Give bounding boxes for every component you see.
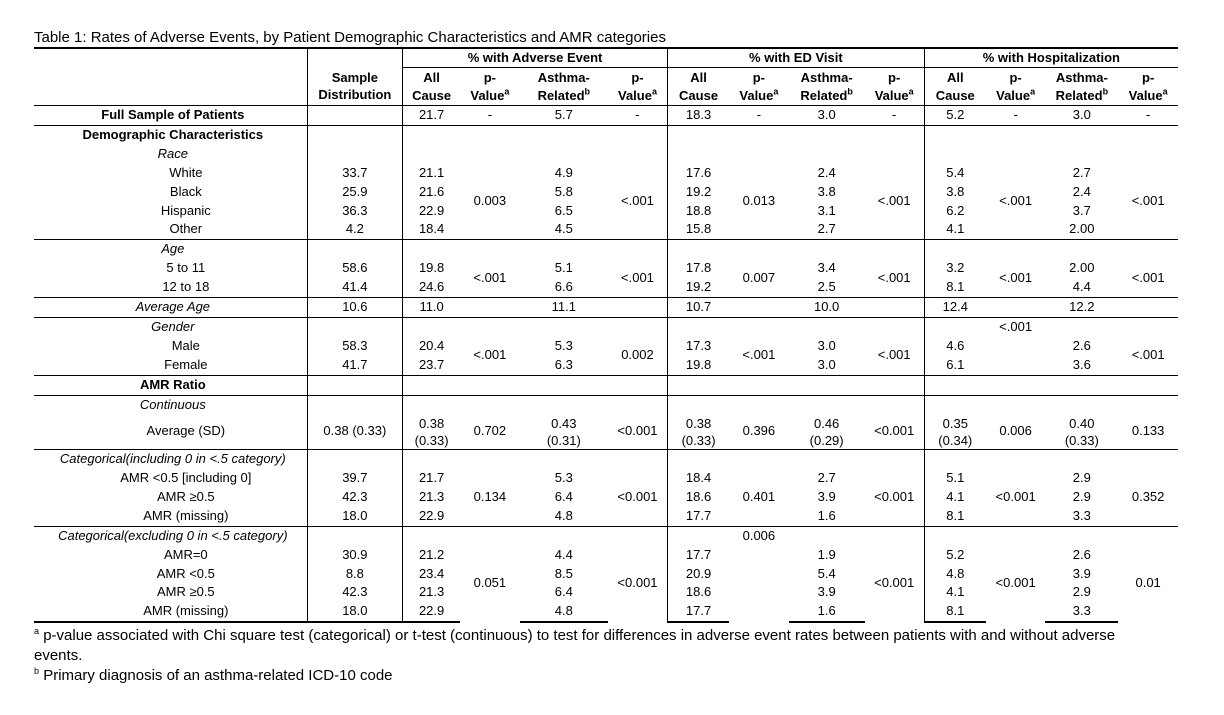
table-row: AMR <0.5 [including 0] 39.7 21.7 0.134 5.3 <0.001 18.4 0.401 2.7 <0.001 5.1 <0.001 2.9 0.352 — [34, 469, 1178, 488]
mean-sd-value: 0.35 (0.34) — [924, 415, 986, 450]
col-all-cause: All Cause — [924, 68, 986, 106]
table-row: AMR ≥0.5 42.3 21.3 6.4 18.6 3.9 4.1 2.9 — [34, 583, 1178, 602]
row-label: Hispanic — [160, 202, 211, 218]
group-header-row — [34, 48, 1178, 68]
footnote-a: $^a$ p-value associated with Chi square test (categorical) or t-test (continuous) to test for differences in adverse event rates between patients with and without adverse events. — [34, 626, 1116, 665]
table-row: Average Age 10.6 11.0 11.1 10.7 10.0 12.4 12.2 — [34, 298, 1178, 318]
section-header-row — [34, 375, 1178, 395]
p-value: <.001 — [473, 269, 507, 285]
p-value: 0.396 — [742, 423, 776, 439]
p-value: <.001 — [1131, 347, 1165, 363]
row-label: 12 to 18 — [162, 279, 210, 295]
section-header-row — [34, 240, 1178, 259]
p-value: <0.001 — [995, 575, 1036, 591]
column-header-row — [34, 68, 1178, 106]
col-p-value: p- Value$^a$ — [865, 68, 925, 106]
p-value: <0.001 — [874, 423, 915, 439]
document — [34, 28, 1184, 686]
p-value: <.001 — [621, 269, 654, 285]
col-asthma-related: Asthma- Related$^b$ — [520, 68, 608, 106]
table-row: Black 25.9 21.6 5.8 19.2 3.8 3.8 2.4 — [34, 183, 1178, 202]
p-value: 0.006 — [999, 423, 1032, 439]
p-value: <0.001 — [617, 423, 658, 439]
group-ed-visit: % with ED Visit — [668, 48, 925, 68]
mean-sd-value: 0.43 (0.31) — [546, 415, 581, 448]
section-label: Race — [157, 145, 188, 161]
row-label: 5 to 11 — [166, 260, 206, 276]
col-all-cause: All Cause — [668, 68, 730, 106]
col-p-value: p- Value$^a$ — [729, 68, 789, 106]
row-label: White — [169, 164, 203, 180]
row-label: AMR=0 — [163, 546, 208, 562]
footnotes — [34, 626, 1144, 686]
row-label: Average Age — [34, 298, 307, 318]
row-label: Average (SD) — [146, 423, 226, 439]
table-row: Average (SD) 0.38 (0.33) 0.38 (0.33) 0.702 0.43 (0.31) <0.001 0.38 (0.33) 0.396 0.46 (0.29) <0.001 0.35 (0.34) 0.006 0.40 (0.33) 0.133 — [34, 415, 1178, 450]
section-label: Gender — [34, 317, 307, 336]
p-value: <.001 — [877, 347, 911, 363]
section-header-row — [34, 395, 1178, 414]
row-label: AMR ≥0.5 — [156, 584, 215, 600]
p-value: <0.001 — [874, 575, 915, 591]
table-row: Hispanic 36.3 22.9 6.5 18.8 3.1 6.2 3.7 — [34, 202, 1178, 221]
mean-sd-value: 0.40 (0.33) — [1064, 415, 1099, 448]
section-label: Categorical(including 0 in <.5 category) — [34, 450, 307, 469]
p-value: <.001 — [1131, 193, 1165, 209]
p-value: 0.002 — [621, 347, 654, 363]
p-value: <.001 — [999, 269, 1033, 285]
p-value: 0.007 — [742, 269, 776, 285]
section-header-row — [34, 450, 1178, 469]
col-p-value: p- Value$^a$ — [608, 68, 668, 106]
p-value: <.001 — [473, 347, 507, 363]
row-label: AMR (missing) — [143, 507, 229, 523]
section-label: Categorical(excluding 0 in <.5 category) — [34, 526, 307, 545]
col-p-value: p- Value$^a$ — [460, 68, 520, 106]
section-label: Demographic Characteristics — [34, 125, 307, 144]
p-value: 0.013 — [742, 193, 776, 209]
section-header-row — [34, 526, 1178, 545]
row-label: Other — [169, 221, 203, 237]
adverse-events-table — [34, 47, 1178, 623]
p-value: 0.006 — [729, 526, 789, 545]
col-asthma-related: Asthma- Related$^b$ — [789, 68, 865, 106]
mean-sd-value: 0.38 (0.33) — [668, 415, 730, 450]
row-label: AMR (missing) — [34, 602, 307, 622]
section-label: Age — [34, 240, 307, 259]
row-label: AMR <0.5 [including 0] — [120, 470, 252, 485]
table-row: AMR=0 30.9 21.2 0.051 4.4 <0.001 17.7 1.9 <0.001 5.2 <0.001 2.6 0.01 — [34, 546, 1178, 565]
col-asthma-related: Asthma- Related$^b$ — [1045, 68, 1118, 106]
table-row: Full Sample of Patients 21.7 - 5.7 - 18.3 - 3.0 - 5.2 - 3.0 - — [34, 106, 1178, 126]
section-header-row — [34, 145, 1178, 164]
p-value: 0.133 — [1131, 423, 1165, 439]
p-value: <.001 — [877, 193, 911, 209]
p-value: <.001 — [1131, 269, 1165, 285]
group-adverse-event: % with Adverse Event — [403, 48, 668, 68]
table-caption: Table 1: Rates of Adverse Events, by Patient Demographic Characteristics and AMR categories — [34, 29, 666, 46]
p-value: 0.01 — [1135, 575, 1161, 591]
p-value: <.001 — [999, 193, 1033, 209]
p-value: 0.134 — [473, 488, 507, 504]
p-value: 0.401 — [742, 488, 776, 504]
mean-sd-value: 0.38 (0.33) — [403, 415, 461, 450]
section-header-row — [34, 125, 1178, 144]
section-label: AMR Ratio — [34, 375, 307, 395]
row-label: Full Sample of Patients — [34, 106, 307, 126]
row-label: Black — [169, 183, 202, 199]
mean-sd-value: 0.46 (0.29) — [809, 415, 844, 448]
table-row: AMR <0.5 8.8 23.4 8.5 20.9 5.4 4.8 3.9 — [34, 565, 1178, 584]
row-label: AMR ≥0.5 — [156, 488, 215, 504]
p-value: 0.051 — [473, 575, 507, 591]
p-value: <.001 — [877, 269, 911, 285]
p-value: <0.001 — [874, 488, 915, 504]
table-row: Male 58.3 20.4 <.001 5.3 0.002 17.3 <.001 3.0 <.001 4.6 2.6 <.001 — [34, 337, 1178, 356]
p-value: <.001 — [742, 347, 776, 363]
p-value: 0.352 — [1131, 488, 1165, 504]
table-row: 5 to 11 58.6 19.8 <.001 5.1 <.001 17.8 0.007 3.4 <.001 3.2 <.001 2.00 <.001 — [34, 259, 1178, 278]
col-sample-distribution: Sample Distribution — [307, 68, 402, 106]
table-row: 12 to 18 41.4 24.6 6.6 19.2 2.5 8.1 4.4 — [34, 278, 1178, 297]
group-hospitalization: % with Hospitalization — [924, 48, 1178, 68]
p-value: <0.001 — [995, 488, 1036, 504]
table-row: AMR (missing) 18.0 22.9 4.8 17.7 1.6 8.1 3.3 — [34, 602, 1178, 622]
footnote-b: $^b$ Primary diagnosis of an asthma-related ICD-10 code — [34, 666, 393, 685]
row-label: AMR <0.5 — [156, 565, 215, 581]
row-label: Female — [164, 356, 208, 372]
p-value: <.001 — [986, 317, 1046, 336]
p-value: <0.001 — [617, 575, 658, 591]
p-value: 0.702 — [473, 423, 507, 439]
col-p-value: p- Value$^a$ — [1118, 68, 1178, 106]
section-label: Continuous — [34, 395, 307, 414]
row-label: Male — [171, 337, 200, 353]
table-row: White 33.7 21.1 0.003 4.9 <.001 17.6 0.013 2.4 <.001 5.4 <.001 2.7 <.001 — [34, 164, 1178, 183]
table-row: AMR (missing) 18.0 22.9 4.8 17.7 1.6 8.1 3.3 — [34, 507, 1178, 526]
table-row: AMR ≥0.5 42.3 21.3 6.4 18.6 3.9 4.1 2.9 — [34, 488, 1178, 507]
table-row: Other 4.2 18.4 4.5 15.8 2.7 4.1 2.00 — [34, 220, 1178, 239]
table-row: Female 41.7 23.7 6.3 19.8 3.0 6.1 3.6 — [34, 356, 1178, 375]
col-p-value: p- Value$^a$ — [986, 68, 1046, 106]
col-all-cause: All Cause — [403, 68, 461, 106]
p-value: 0.003 — [473, 193, 507, 209]
section-header-row — [34, 317, 1178, 336]
p-value: <0.001 — [617, 488, 658, 504]
p-value: <.001 — [621, 193, 654, 209]
